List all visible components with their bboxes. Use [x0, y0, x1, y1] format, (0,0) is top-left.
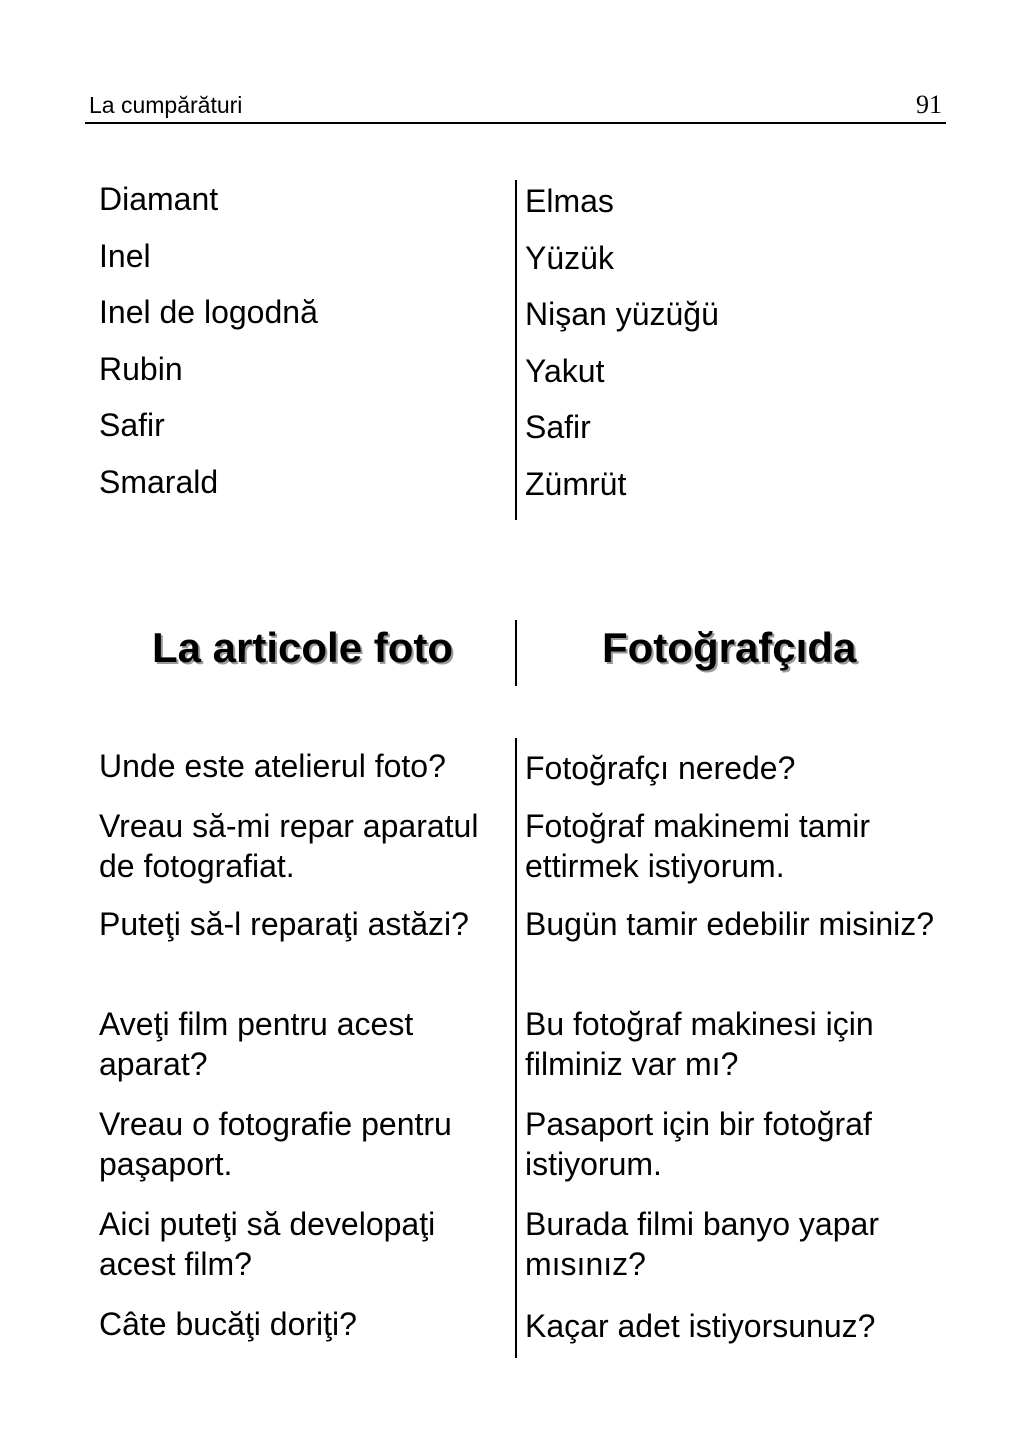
- vocab-row: [99, 293, 939, 350]
- phrase-ro: Vreau o fotografie pentru paşaport.: [99, 1106, 452, 1182]
- phrase-row: [99, 1098, 939, 1198]
- vocab-term-tr: Safir: [525, 409, 591, 446]
- section-heading-ro: La articole foto: [152, 624, 454, 671]
- vocab-row: [99, 406, 939, 463]
- phrase-tr: Bu fotoğraf makinesi için filminiz var mı?: [525, 1006, 874, 1082]
- vocab-term-ro: Safir: [99, 407, 165, 444]
- phrase-tr: Bugün tamir edebilir misiniz?: [525, 906, 935, 942]
- phrase-row: [99, 738, 939, 798]
- phrase-ro: Aici puteţi să developaţi acest film?: [99, 1206, 436, 1282]
- vocab-row: [99, 350, 939, 407]
- phrase-ro: Puteţi să-l reparaţi astăzi?: [99, 906, 469, 942]
- vocab-row: [99, 237, 939, 294]
- phrase-tr: Fotoğraf makinemi tamir ettirmek istiyorum.: [525, 808, 870, 884]
- phrase-row: [99, 898, 939, 998]
- vocabulary-table: [99, 180, 939, 520]
- phrase-table: [99, 738, 939, 1358]
- vocab-term-ro: Smarald: [99, 463, 219, 500]
- vocab-row: [99, 180, 939, 237]
- phrase-tr: Pasaport için bir fotoğraf istiyorum.: [525, 1106, 872, 1182]
- header-title: La cumpărături: [89, 92, 243, 118]
- phrase-row: [99, 798, 939, 898]
- phrase-ro: Aveţi film pentru acest aparat?: [99, 1006, 414, 1082]
- page-number: 91: [916, 90, 942, 119]
- phrase-row: [99, 1198, 939, 1298]
- phrase-row: [99, 998, 939, 1098]
- vocab-term-tr: Elmas: [525, 183, 614, 219]
- vocab-term-tr: Zümrüt: [525, 465, 627, 502]
- phrase-tr: Fotoğrafçı nerede?: [525, 750, 796, 786]
- vocab-term-ro: Diamant: [99, 181, 219, 217]
- phrase-tr: Kaçar adet istiyorsunuz?: [525, 1308, 876, 1344]
- vocab-term-ro: Inel de logodnă: [99, 294, 318, 331]
- vocab-term-ro: Rubin: [99, 350, 183, 387]
- page-header: [85, 88, 946, 124]
- section-heading-tr: Fotoğrafçıda: [602, 624, 857, 671]
- vocab-term-tr: Nişan yüzüğü: [525, 296, 719, 333]
- vocab-term-tr: Yüzük: [525, 239, 614, 276]
- vocab-row: [99, 463, 939, 520]
- phrase-ro: Vreau să-mi repar aparatul de fotografiat.: [99, 808, 479, 884]
- phrase-ro: Unde este atelierul foto?: [99, 748, 446, 784]
- phrase-ro: Câte bucăţi doriţi?: [99, 1306, 357, 1342]
- vocab-term-ro: Inel: [99, 237, 151, 274]
- section-heading: [0, 620, 1024, 688]
- vocab-term-tr: Yakut: [525, 352, 605, 389]
- phrase-tr: Burada filmi banyo yapar mısınız?: [525, 1206, 879, 1282]
- phrase-row: [99, 1298, 939, 1358]
